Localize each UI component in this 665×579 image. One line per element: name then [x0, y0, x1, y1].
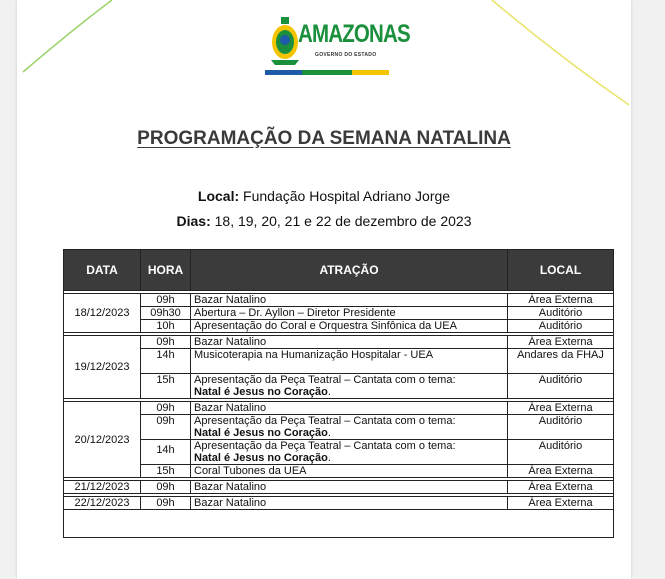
brand-subtitle: GOVERNO DO ESTADO — [315, 52, 377, 58]
column-header-local: LOCAL — [508, 250, 614, 291]
table-header-row — [64, 250, 614, 291]
column-header-atracao: ATRAÇÃO — [191, 250, 508, 291]
attraction-cell: Apresentação da Peça Teatral – Cantata com o tema: Natal é Jesus no Coração. — [191, 374, 508, 399]
location-cell: Área Externa — [508, 481, 614, 494]
table-row — [64, 349, 614, 374]
table-row — [64, 402, 614, 415]
time-cell: 09h — [141, 481, 191, 494]
attraction-cell: Coral Tubones da UEA — [191, 465, 508, 478]
table-row — [64, 374, 614, 399]
flag-stripe-green — [302, 70, 352, 75]
location-cell: Área Externa — [508, 497, 614, 510]
table-row — [64, 307, 614, 320]
attraction-cell: Bazar Natalino — [191, 481, 508, 494]
table-row — [64, 465, 614, 478]
table-row — [64, 415, 614, 440]
location-cell: Andares da FHAJ — [508, 349, 614, 374]
date-cell: 20/12/2023 — [64, 402, 141, 478]
location-cell: Auditório — [508, 307, 614, 320]
location-cell: Auditório — [508, 320, 614, 333]
table-row — [64, 497, 614, 510]
table-row — [64, 336, 614, 349]
location-cell: Área Externa — [508, 465, 614, 478]
table-row — [64, 481, 614, 494]
table-row — [64, 320, 614, 333]
time-cell: 09h — [141, 497, 191, 510]
attraction-cell: Musicoterapia na Humanização Hospitalar - UEA — [191, 349, 508, 374]
attraction-cell: Abertura – Dr. Ayllon – Diretor Presidente — [191, 307, 508, 320]
time-cell: 15h — [141, 465, 191, 478]
date-cell: 21/12/2023 — [64, 481, 141, 494]
attraction-cell: Apresentação da Peça Teatral – Cantata com o tema: Natal é Jesus no Coração. — [191, 440, 508, 465]
date-cell: 19/12/2023 — [64, 336, 141, 399]
time-cell: 09h — [141, 294, 191, 307]
time-cell: 14h — [141, 349, 191, 374]
location-cell: Área Externa — [508, 402, 614, 415]
table-row — [64, 440, 614, 465]
empty-row — [64, 510, 614, 538]
time-cell: 14h — [141, 440, 191, 465]
location-cell: Área Externa — [508, 336, 614, 349]
document-page — [17, 0, 631, 579]
schedule-table — [63, 249, 614, 538]
attraction-cell: Bazar Natalino — [191, 336, 508, 349]
time-cell: 09h30 — [141, 307, 191, 320]
time-cell: 15h — [141, 374, 191, 399]
location-cell: Área Externa — [508, 294, 614, 307]
flag-stripe-yellow — [352, 70, 389, 75]
flag-stripe-blue — [265, 70, 302, 75]
column-header-hora: HORA — [141, 250, 191, 291]
attraction-cell: Apresentação da Peça Teatral – Cantata com o tema: Natal é Jesus no Coração. — [191, 415, 508, 440]
attraction-cell: Bazar Natalino — [191, 402, 508, 415]
attraction-cell: Bazar Natalino — [191, 294, 508, 307]
column-header-data: DATA — [64, 250, 141, 291]
page-title: PROGRAMAÇÃO DA SEMANA NATALINA — [137, 128, 511, 149]
time-cell: 09h — [141, 402, 191, 415]
date-cell: 18/12/2023 — [64, 294, 141, 333]
location-cell: Auditório — [508, 440, 614, 465]
location-line: Local: Fundação Hospital Adriano Jorge — [197, 188, 451, 204]
brand-wordmark: AMAZONAS — [298, 20, 410, 48]
attraction-cell: Apresentação do Coral e Orquestra Sinfônica da UEA — [191, 320, 508, 333]
table-row — [64, 294, 614, 307]
attraction-cell: Bazar Natalino — [191, 497, 508, 510]
time-cell: 09h — [141, 415, 191, 440]
location-cell: Auditório — [508, 415, 614, 440]
time-cell: 09h — [141, 336, 191, 349]
time-cell: 10h — [141, 320, 191, 333]
days-line: Dias: 18, 19, 20, 21 e 22 de dezembro de 2023 — [176, 213, 472, 229]
location-cell: Auditório — [508, 374, 614, 399]
date-cell: 22/12/2023 — [64, 497, 141, 510]
